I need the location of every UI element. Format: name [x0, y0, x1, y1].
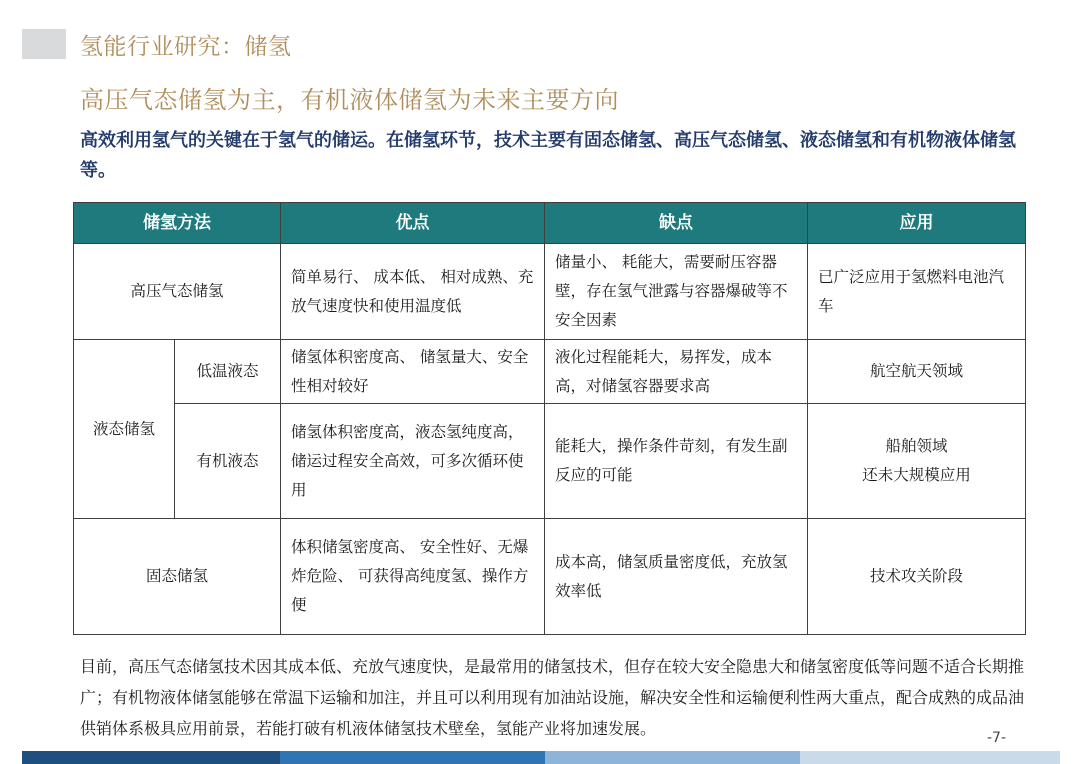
intro-paragraph: 高效利用氢气的关键在于氢气的储运。在储氢环节，技术主要有固态储氢、高压气态储氢、液态储氢和有机物液体储氢等。	[80, 130, 1016, 181]
table-row	[74, 340, 1026, 404]
page-subtitle: 高压气态储氢为主，有机液体储氢为未来主要方向	[80, 86, 619, 114]
header-application: 应用	[808, 203, 1026, 244]
method-cell: 液态储氢	[74, 340, 175, 519]
cons-cell: 成本高，储氢质量密度低，充放氢效率低	[545, 519, 808, 635]
footer-bar-segment	[22, 751, 280, 764]
pros-cell: 简单易行、 成本低、 相对成熟、充放气速度快和使用温度低	[281, 244, 545, 340]
footer-bar-segment	[545, 751, 800, 764]
section-title: 氢能行业研究：储氢	[80, 34, 292, 60]
pros-cell: 体积储氢密度高、 安全性好、无爆炸危险、 可获得高纯度氢、操作方便	[281, 519, 545, 635]
application-line: 船舶领域	[885, 437, 948, 455]
application-cell	[808, 404, 1026, 519]
cons-cell: 液化过程能耗大，易挥发，成本高，对储氢容器要求高	[545, 340, 808, 404]
footer-bar-segment	[280, 751, 545, 764]
header-accent-block	[22, 29, 66, 59]
header-method: 储氢方法	[74, 203, 281, 244]
pros-cell: 储氢体积密度高，液态氢纯度高，储运过程安全高效，可多次循环使用	[281, 404, 545, 519]
footer-bar-segment	[800, 751, 1060, 764]
table-row	[74, 404, 1026, 519]
page-number: -7-	[987, 730, 1007, 746]
summary-paragraph: 目前，高压气态储氢技术因其成本低、充放气速度快，是最常用的储氢技术，但存在较大安全隐患大和储氢密度低等问题不适合长期推广；有机物液体储氢能够在常温下运输和加注，并且可以利用现有加油站设施，解决安全性和运输便利性两大重点，配合成熟的成品油供销体系极具应用前景，若能打破有机液体储氢技术壁垒，氢能产业将加速发展。	[80, 657, 1025, 738]
application-cell: 技术攻关阶段	[808, 519, 1026, 635]
header-pros: 优点	[281, 203, 545, 244]
cons-cell: 储量小、 耗能大，需要耐压容器壁，存在氢气泄露与容器爆破等不安全因素	[545, 244, 808, 340]
method-cell: 高压气态储氢	[74, 244, 281, 340]
table-row	[74, 519, 1026, 635]
hydrogen-storage-table	[73, 202, 1026, 635]
cons-cell: 能耗大，操作条件苛刻，有发生副反应的可能	[545, 404, 808, 519]
method-cell: 固态储氢	[74, 519, 281, 635]
submethod-cell: 有机液态	[175, 404, 281, 519]
table-row	[74, 244, 1026, 340]
application-line: 还未大规模应用	[862, 466, 971, 484]
pros-cell: 储氢体积密度高、 储氢量大、安全性相对较好	[281, 340, 545, 404]
application-cell: 航空航天领域	[808, 340, 1026, 404]
submethod-cell: 低温液态	[175, 340, 281, 404]
header-cons: 缺点	[545, 203, 808, 244]
application-cell: 已广泛应用于氢燃料电池汽车	[808, 244, 1026, 340]
table-header-row	[74, 203, 1026, 244]
